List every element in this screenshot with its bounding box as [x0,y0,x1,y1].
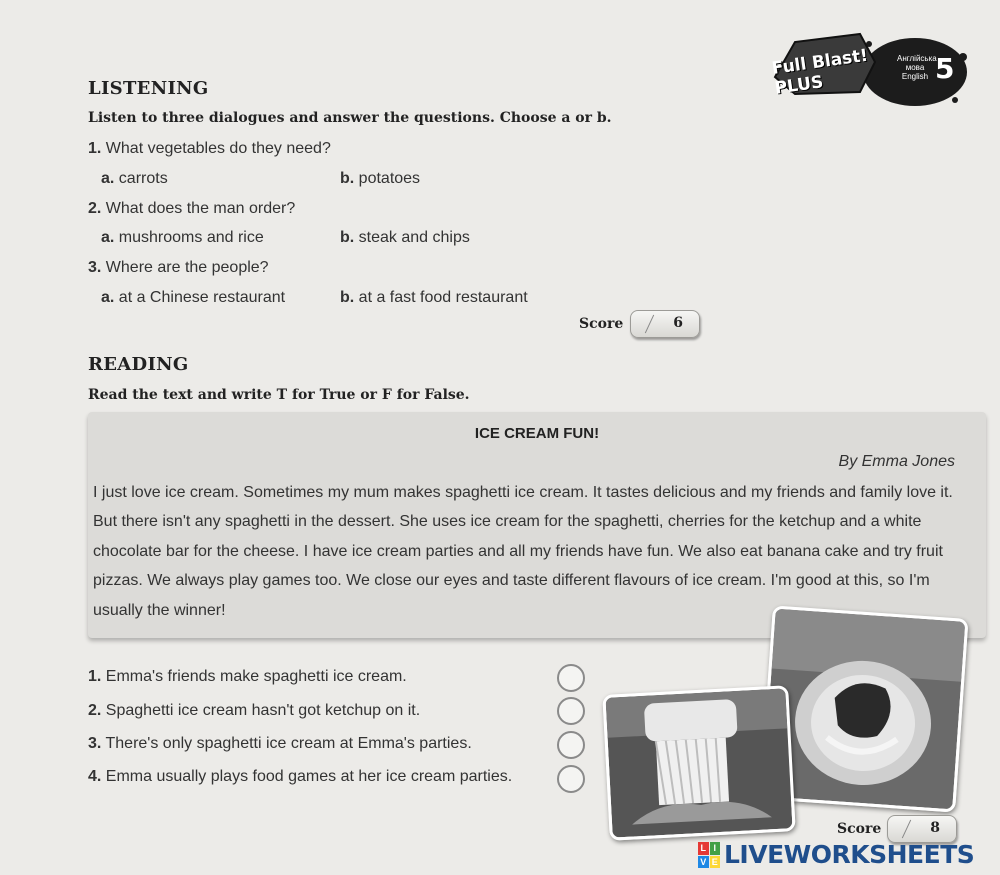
listening-question-3 [88,259,269,277]
statement-text: Emma usually plays food games at her ice cream parties. [105,768,513,785]
badge-letter: L [698,842,709,855]
listening-instructions: Listen to three dialogues and answer the questions. Choose a or b. [88,110,612,126]
logo-brand-text: Full Blast! PLUS [770,45,870,99]
option-letter: b. [340,229,355,246]
ice-cream-bowl-image [763,609,966,810]
question-number: 3. [88,259,102,276]
logo-language-line-3: English [901,72,929,81]
badge-letter: I [710,842,721,855]
option-letter: a. [101,229,115,246]
score-divider [902,820,911,839]
spaghetti-ice-cream-maker-photo [602,685,795,841]
listening-score-total: 6 [673,315,683,331]
logo-grade-number: 5 [935,52,955,85]
statement-text: Emma's friends make spaghetti ice cream. [105,668,407,685]
statement-text: Spaghetti ice cream hasn't got ketchup on it. [105,702,421,719]
liveworksheets-badge-icon [698,842,720,868]
question-text: Where are the people? [105,259,269,276]
listening-q1-option-a[interactable] [101,170,168,188]
option-text: steak and chips [358,229,470,246]
option-text: potatoes [358,170,421,187]
listening-question-2 [88,200,295,218]
answer-circle-1[interactable] [557,664,585,692]
statement-number: 4. [88,768,102,785]
question-text: What does the man order? [105,200,296,217]
option-text: at a fast food restaurant [358,289,528,306]
liveworksheets-watermark[interactable] [698,840,994,870]
statement-number: 1. [88,668,102,685]
statement-1 [88,668,407,686]
listening-heading: LISTENING [88,78,209,99]
reading-score-label: Score [837,821,882,837]
badge-letter: V [698,856,709,869]
listening-question-1 [88,140,331,158]
statement-2 [88,702,420,720]
reading-paragraph: I just love ice cream. Sometimes my mum makes spaghetti ice cream. It tastes delicious and my friends and family love it. But there isn't any spaghetti in the dessert. She uses ice cream for the spaghetti, cherries for the ketchup and a white chocolate bar for the cheese. I have ice cream parties and all my friends have fun. We also eat banana cake and try fruit pizzas. We always play games too. We close our eyes and taste different flavours of ice cream. I'm good at this, so I'm usually the winner! [93,484,953,619]
listening-q1-option-b[interactable] [340,170,420,188]
question-number: 1. [88,140,102,157]
liveworksheets-text: LIVEWORKSHEETS [724,840,975,869]
statement-number: 2. [88,702,102,719]
option-letter: a. [101,170,115,187]
statement-4 [88,768,512,786]
option-text: at a Chinese restaurant [118,289,286,306]
answer-circle-4[interactable] [557,765,585,793]
statement-number: 3. [88,735,102,752]
logo [765,22,970,112]
listening-q2-option-a[interactable] [101,229,264,247]
option-letter: a. [101,289,115,306]
question-text: What vegetables do they need? [105,140,331,157]
logo-language-line-1: Англійська [897,54,937,63]
spaghetti-ice-cream-image [605,688,792,837]
reading-instructions: Read the text and write T for True or F for False. [88,387,470,403]
answer-circle-3[interactable] [557,731,585,759]
statement-text: There's only spaghetti ice cream at Emma's parties. [105,735,472,752]
reading-author: By Emma Jones [838,453,955,470]
score-divider [645,315,654,334]
statement-3 [88,735,472,753]
listening-score-box[interactable] [630,310,700,338]
listening-q3-option-a[interactable] [101,289,285,307]
reading-heading: READING [88,354,189,375]
logo-language-text [897,54,937,81]
badge-letter: E [710,856,721,869]
question-number: 2. [88,200,102,217]
option-text: mushrooms and rice [118,229,264,246]
answer-circle-2[interactable] [557,697,585,725]
listening-q2-option-b[interactable] [340,229,470,247]
logo-language-line-2: мова [905,63,925,72]
option-letter: b. [340,170,355,187]
reading-text-title: ICE CREAM FUN! [474,425,600,442]
reading-score-total: 8 [930,820,940,836]
listening-q3-option-b[interactable] [340,289,528,307]
option-text: carrots [118,170,168,187]
listening-score-label: Score [579,316,624,332]
option-letter: b. [340,289,355,306]
reading-score-box[interactable] [887,815,957,843]
